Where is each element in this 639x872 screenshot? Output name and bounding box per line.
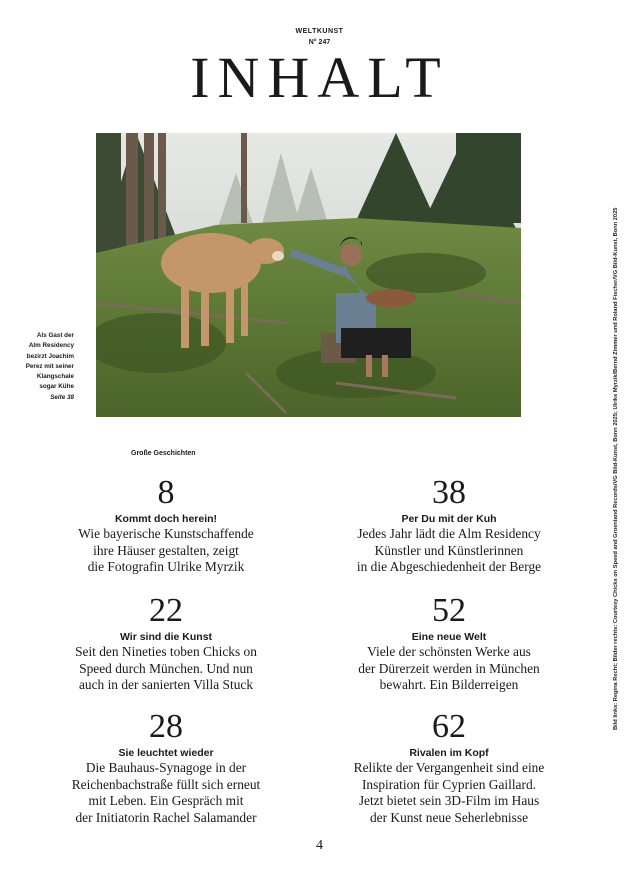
story-text-line: der Initiatorin Rachel Salamander [75, 809, 257, 825]
story-headline: Eine neue Welt [411, 631, 487, 643]
story-text-line: bewahrt. Ein Bilderreigen [379, 677, 519, 692]
page-number: 4 [316, 838, 323, 853]
section-label: Große Geschichten [131, 450, 196, 457]
caption-line: sogar Kühe [39, 383, 74, 391]
story-text-line: Jedes Jahr lädt die Alm Residency [357, 526, 541, 541]
magazine-name: WELTKUNST [295, 28, 344, 35]
story-page-number: 52 [432, 592, 466, 629]
story-text-line: Speed durch München. Und nun [79, 660, 253, 676]
story-text-line: der Kunst neue Seherlebnisse [369, 809, 529, 825]
story-text-line: Jetzt bietet sein 3D-Film im Haus [358, 793, 540, 808]
feature-photo [96, 133, 521, 417]
story-item[interactable] [46, 710, 286, 826]
story-headline: Rivalen im Kopf [409, 747, 489, 759]
story-text-line: Relikte der Vergangenheit sind eine [353, 760, 545, 775]
caption-line: Alm Residency [28, 342, 74, 350]
story-headline: Wir sind die Kunst [119, 631, 213, 643]
story-page-number: 8 [157, 474, 175, 511]
story-page-number: 38 [432, 474, 466, 511]
caption-line: bezirzt Joachim [26, 352, 74, 360]
caption-line: Als Gast der [36, 332, 74, 339]
story-page-number: 62 [432, 708, 466, 745]
story-item[interactable] [46, 594, 286, 694]
story-text-line: der Dürerzeit werden in München [358, 660, 540, 676]
photo-caption [18, 331, 74, 403]
caption-page-ref[interactable]: Seite 38 [50, 393, 74, 401]
story-text-line: Künstler und Künstlerinnen [374, 542, 524, 558]
story-text-line: Die Bauhaus-Synagoge in der [85, 760, 247, 775]
image-credits [613, 150, 627, 730]
story-text-line: Reichenbachstraße füllt sich erneut [71, 776, 261, 792]
caption-line: Perez mit seiner [25, 362, 74, 370]
story-item[interactable] [329, 710, 569, 826]
story-text-line: Inspiration für Cyprien Gaillard. [361, 776, 537, 792]
story-text-line: ihre Häuser gestalten, zeigt [93, 542, 239, 558]
story-text-line: in die Abgeschiedenheit der Berge [356, 559, 542, 574]
story-page-number: 28 [149, 708, 183, 745]
story-item[interactable] [329, 476, 569, 576]
story-item[interactable] [329, 594, 569, 694]
story-text-line: die Fotografin Ulrike Myrzik [87, 559, 245, 574]
story-headline: Per Du mit der Kuh [401, 513, 497, 525]
issue-number: N° 247 [308, 39, 331, 46]
story-text-line: Viele der schönsten Werke aus [367, 644, 531, 659]
story-page-number: 22 [149, 592, 183, 629]
credit-text: Bild links: Regina Recht; Bilder rechts: Courtesy Chicks on Speed and Groenland Records/VG Bild-Kunst, Bonn 2025; Ulrike Myrzik/Bernd Zimmer und Roland Fischer/VG Bild-Kunst, Bonn 2025 [613, 207, 619, 730]
story-text-line: auch in der sanierten Villa Stuck [78, 677, 254, 692]
story-text-line: Wie bayerische Kunstschaffende [78, 526, 254, 541]
story-text-line: mit Leben. Ein Gespräch mit [88, 793, 244, 808]
story-headline: Kommt doch herein! [114, 513, 218, 525]
story-headline: Sie leuchtet wieder [118, 747, 214, 759]
story-text-line: Seit den Nineties toben Chicks on [75, 644, 257, 659]
page-title: INHALT [190, 45, 449, 110]
caption-line: Klangschale [36, 373, 74, 381]
story-item[interactable] [46, 476, 286, 576]
